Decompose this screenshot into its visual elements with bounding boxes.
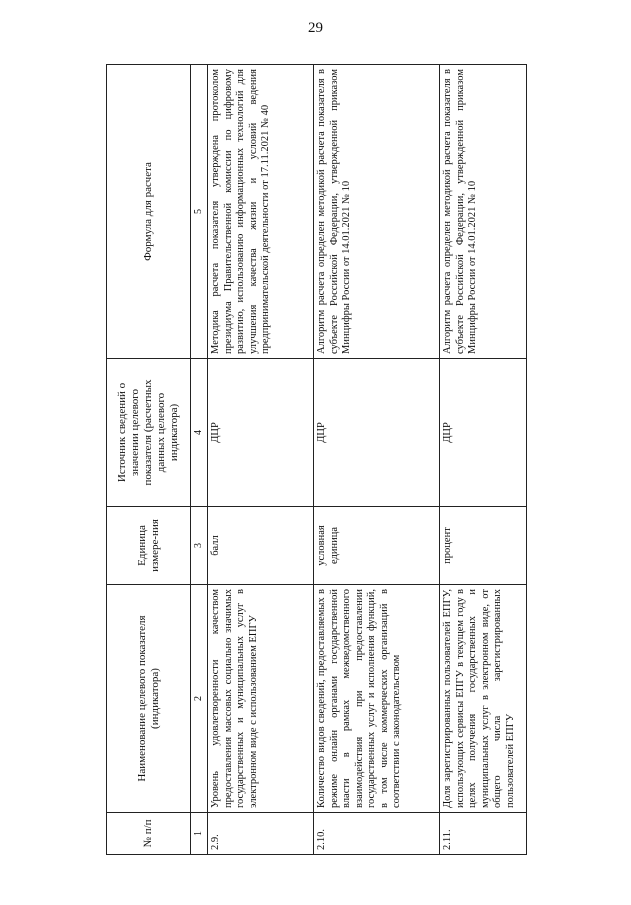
column-number-row	[191, 65, 208, 855]
header-num: № п/п	[107, 813, 191, 855]
column-number: 1	[191, 813, 208, 855]
rotated-table-area	[106, 65, 527, 855]
page-number: 29	[308, 20, 323, 36]
table-row	[440, 65, 527, 855]
table-header-row	[107, 65, 191, 855]
row-source: ДЦР	[314, 359, 440, 507]
header-name: Наименование целевого показателя (индикатора)	[107, 585, 191, 813]
row-num: 2.9.	[208, 813, 314, 855]
column-number: 2	[191, 585, 208, 813]
row-formula: Методика расчета показателя утверждена протоколом президиума Правительственной комиссии по цифровому развитию, использованию информационных технологий для улучшения качества жизни и условий ведения предпринимательской деятельности от 17.11.2021 № 40	[208, 65, 314, 359]
column-number: 5	[191, 65, 208, 359]
header-unit: Единица измере-ния	[107, 507, 191, 585]
row-unit: балл	[208, 507, 314, 585]
table-row	[314, 65, 440, 855]
row-formula: Алгоритм расчета определен методикой расчета показателя в субъекте Российской Федерации, утвержденной приказом Минцифры России от 14.01.2021 № 10	[440, 65, 527, 359]
row-name: Количество видов сведений, предоставляемых в режиме онлайн органами государственной власти в рамках межведомственного взаимодействия при предоставлении государственных услуг и исполнения функций, в том числе коммерческих организаций в соответствии с законодательством	[314, 585, 440, 813]
row-unit: процент	[440, 507, 527, 585]
column-number: 3	[191, 507, 208, 585]
row-formula: Алгоритм расчета определен методикой расчета показателя в субъекте Российской Федерации, утвержденной приказом Минцифры России от 14.01.2021 № 10	[314, 65, 440, 359]
header-source: Источник сведений о значении целевого показателя (расчетных данных целевого индикатора)	[107, 359, 191, 507]
table-row	[208, 65, 314, 855]
indicators-table	[106, 64, 527, 855]
row-num: 2.10.	[314, 813, 440, 855]
header-formula: Формула для расчета	[107, 65, 191, 359]
row-name: Доля зарегистрированных пользователей ЕПГУ, использующих сервисы ЕПГУ в текущем году в целях получения государственных и муниципальных услуг в электронном виде, от общего числа зарегистрированных пользователей ЕПГУ	[440, 585, 527, 813]
row-name: Уровень удовлетворенности качеством предоставления массовых социально значимых государственных и муниципальных услуг в электронном виде с использованием ЕПГУ	[208, 585, 314, 813]
column-number: 4	[191, 359, 208, 507]
row-unit: условная единица	[314, 507, 440, 585]
row-source: ДЦР	[440, 359, 527, 507]
row-num: 2.11.	[440, 813, 527, 855]
row-source: ДЦР	[208, 359, 314, 507]
